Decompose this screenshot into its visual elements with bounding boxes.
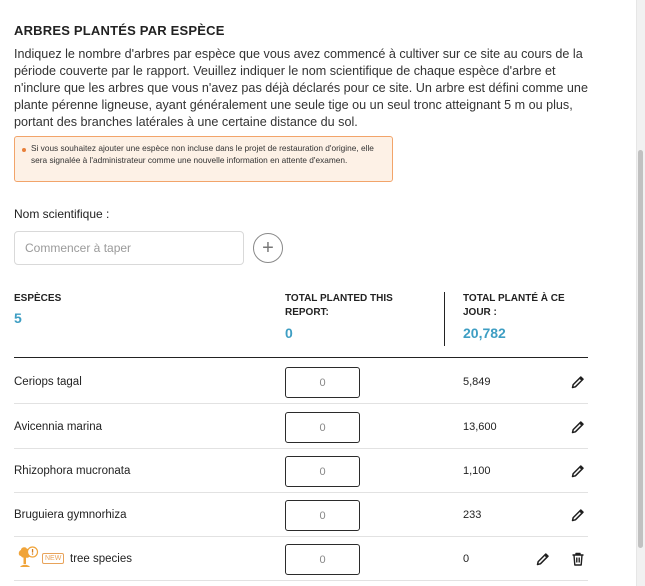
pencil-icon[interactable] xyxy=(570,463,586,479)
section-description: Indiquez le nombre d'arbres par espèce que vous avez commencé à cultiver sur ce site au cours de la période couverte par le rapport. Veuillez indiquer le nom scientifique de chaque espèce d'arbre et n'inclure que les arbres que vous n'avez pas déjà déclarés pour ce site. Un arbre est défini comme une plante pérenne ligneuse, ayant généralement une seule tige ou un seul tronc atteignant 5 m ou plus, portant des branches latérales à une certaine distance du sol. xyxy=(14,47,588,129)
planted-input[interactable] xyxy=(285,456,360,487)
notice-text: Si vous souhaitez ajouter une espèce non incluse dans le projet de restauration d'origine, elle sera signalée à l'administrateur comme une nouvelle information en attente d'examen. xyxy=(31,143,374,165)
trash-icon[interactable] xyxy=(570,551,586,567)
scrollbar-thumb[interactable] xyxy=(638,150,643,548)
plus-circle-icon: + xyxy=(262,237,274,259)
planted-input[interactable] xyxy=(285,500,360,531)
table-divider xyxy=(14,357,588,358)
add-species-button[interactable] xyxy=(253,233,283,263)
pencil-icon[interactable] xyxy=(535,551,551,567)
planted-input[interactable] xyxy=(285,367,360,398)
table-row-new-species xyxy=(14,537,588,581)
table-row xyxy=(14,449,588,493)
table-row xyxy=(14,405,588,449)
species-name: Bruguiera gymnorhiza xyxy=(14,509,127,521)
species-name: Ceriops tagal xyxy=(14,376,82,388)
pencil-icon[interactable] xyxy=(570,419,586,435)
planted-input[interactable] xyxy=(285,412,360,443)
species-name: Avicennia marina xyxy=(14,421,103,433)
section-title: ARBRES PLANTÉS PAR ESPÈCE xyxy=(14,23,225,38)
todate-total-label: TOTAL PLANTÉ À CE JOUR : xyxy=(463,293,565,318)
species-total: 233 xyxy=(463,509,482,521)
report-total-label: TOTAL PLANTED THIS REPORT: xyxy=(285,293,393,318)
todate-total-value: 20,782 xyxy=(463,325,506,341)
species-count-value: 5 xyxy=(14,310,22,326)
pencil-icon[interactable] xyxy=(570,374,586,390)
species-total: 1,100 xyxy=(463,465,491,477)
report-total-value: 0 xyxy=(285,325,293,341)
scientific-name-label: Nom scientifique : xyxy=(14,207,110,221)
table-row xyxy=(14,360,588,404)
notice-box xyxy=(14,136,393,182)
species-total: 5,849 xyxy=(463,376,491,388)
species-total: 0 xyxy=(463,553,470,565)
table-row xyxy=(14,493,588,537)
bullet-dot-icon xyxy=(22,148,26,152)
species-name: Rhizophora mucronata xyxy=(14,465,131,477)
tree-alert-icon xyxy=(17,546,39,570)
stats-divider xyxy=(444,292,445,346)
planted-input[interactable] xyxy=(285,544,360,575)
new-badge: NEW xyxy=(42,553,64,564)
species-name: tree species xyxy=(70,553,133,565)
pencil-icon[interactable] xyxy=(570,507,586,523)
scientific-name-input[interactable] xyxy=(14,231,244,265)
species-total: 13,600 xyxy=(463,421,497,433)
species-count-label: ESPÈCES xyxy=(14,293,62,304)
